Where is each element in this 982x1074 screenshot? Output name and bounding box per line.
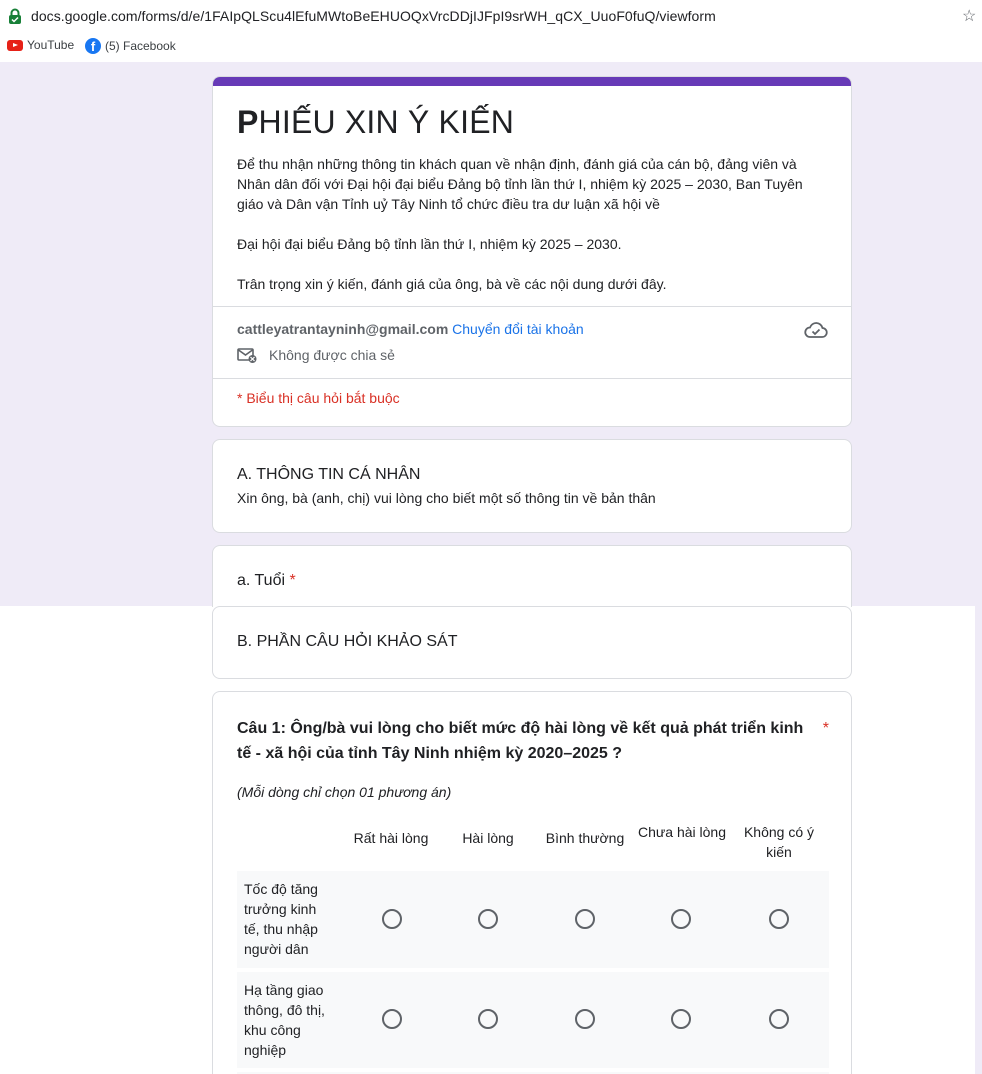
radio-button[interactable] bbox=[769, 1009, 789, 1029]
form-description bbox=[237, 154, 829, 314]
bookmark-facebook[interactable] bbox=[85, 38, 176, 54]
account-info bbox=[237, 319, 584, 339]
form-header-card bbox=[212, 76, 852, 427]
section-a-card bbox=[212, 439, 852, 533]
row-label: Hạ tầng giao thông, đô thị, khu công nghiệp bbox=[244, 982, 325, 1058]
bookmark-label: YouTube bbox=[27, 38, 75, 52]
facebook-icon: f bbox=[85, 38, 101, 54]
section-b-card bbox=[212, 606, 852, 679]
age-question-card bbox=[212, 545, 852, 607]
question-label: a. Tuổi * bbox=[237, 572, 296, 589]
radio-button[interactable] bbox=[575, 1009, 595, 1029]
required-mark: * bbox=[289, 572, 296, 589]
page-background-strip bbox=[975, 606, 982, 1074]
radio-button[interactable] bbox=[671, 1009, 691, 1029]
required-note: * Biểu thị câu hỏi bắt buộc bbox=[237, 390, 400, 406]
url-text[interactable]: docs.google.com/forms/d/e/1FAIpQLScu4lEfuMWtoBeEHUOQxVrcDDjIJFpI9srWH_qCX_UuoF0fuQ/viewform bbox=[31, 8, 716, 24]
form-title: PHIẾU XIN Ý KIẾN bbox=[237, 104, 515, 140]
bookmark-youtube[interactable] bbox=[7, 38, 74, 52]
radio-button[interactable] bbox=[671, 909, 691, 929]
not-shared-row bbox=[237, 347, 395, 363]
account-email: cattleyatrantayninh@gmail.com bbox=[237, 321, 449, 337]
description-paragraph: Trân trọng xin ý kiến, đánh giá của ông, bà về các nội dung dưới đây. bbox=[237, 276, 667, 292]
radio-button[interactable] bbox=[478, 1009, 498, 1029]
youtube-icon bbox=[7, 40, 23, 51]
divider bbox=[213, 306, 851, 307]
description-paragraph: Đại hội đại biểu Đảng bộ tỉnh lần thứ I, nhiệm kỳ 2025 – 2030. bbox=[237, 236, 622, 252]
bookmark-label: (5) Facebook bbox=[105, 39, 176, 53]
column-header: Hài lòng bbox=[462, 830, 514, 846]
question-title: Câu 1: Ông/bà vui lòng cho biết mức độ hài lòng về kết quả phát triển kinh tế - xã hội của tỉnh Tây Ninh nhiệm kỳ 2020–2025 ? * bbox=[237, 716, 829, 766]
radio-button[interactable] bbox=[382, 1009, 402, 1029]
bookmark-star-icon[interactable]: ☆ bbox=[962, 8, 977, 25]
section-title: B. PHẦN CÂU HỎI KHẢO SÁT bbox=[237, 633, 458, 650]
lock-icon bbox=[8, 8, 22, 24]
radio-button[interactable] bbox=[575, 909, 595, 929]
radio-button[interactable] bbox=[769, 909, 789, 929]
question-hint: (Mỗi dòng chỉ chọn 01 phương án) bbox=[237, 784, 452, 800]
section-description: Xin ông, bà (anh, chị) vui lòng cho biết một số thông tin về bản thân bbox=[237, 490, 656, 506]
required-mark: * bbox=[822, 720, 829, 737]
row-label: Tốc độ tăng trưởng kinh tế, thu nhập người dân bbox=[244, 881, 318, 957]
column-header: Rất hài lòng bbox=[353, 830, 429, 846]
radio-button[interactable] bbox=[478, 909, 498, 929]
section-title: A. THÔNG TIN CÁ NHÂN bbox=[237, 466, 421, 483]
switch-account-link[interactable]: Chuyển đổi tài khoản bbox=[452, 321, 584, 337]
mail-not-shared-icon bbox=[237, 347, 257, 363]
description-paragraph: Để thu nhận những thông tin khách quan về nhận định, đánh giá của cán bộ, đảng viên và Nhân dân đối với Đại hội đại biểu Đảng bộ tỉnh lần thứ I, nhiệm kỳ 2025 – 2030, Ban Tuyên giáo và Dân vận Tỉnh uỷ Tây Ninh tổ chức điều tra dư luận xã hội về bbox=[237, 156, 803, 212]
radio-button[interactable] bbox=[382, 909, 402, 929]
divider bbox=[213, 378, 851, 379]
column-header: Không có ý kiến bbox=[743, 824, 815, 860]
column-header: Bình thường bbox=[545, 830, 625, 846]
grid-row bbox=[237, 871, 829, 968]
accent-bar bbox=[212, 76, 852, 86]
grid-row bbox=[237, 972, 829, 1068]
bookmarks-bar bbox=[0, 32, 982, 62]
not-shared-label: Không được chia sẻ bbox=[269, 347, 395, 363]
column-header: Chưa hài lòng bbox=[638, 824, 726, 840]
cloud-saved-icon[interactable] bbox=[804, 321, 828, 339]
question-1-card bbox=[212, 691, 852, 1074]
address-bar[interactable] bbox=[0, 0, 982, 32]
